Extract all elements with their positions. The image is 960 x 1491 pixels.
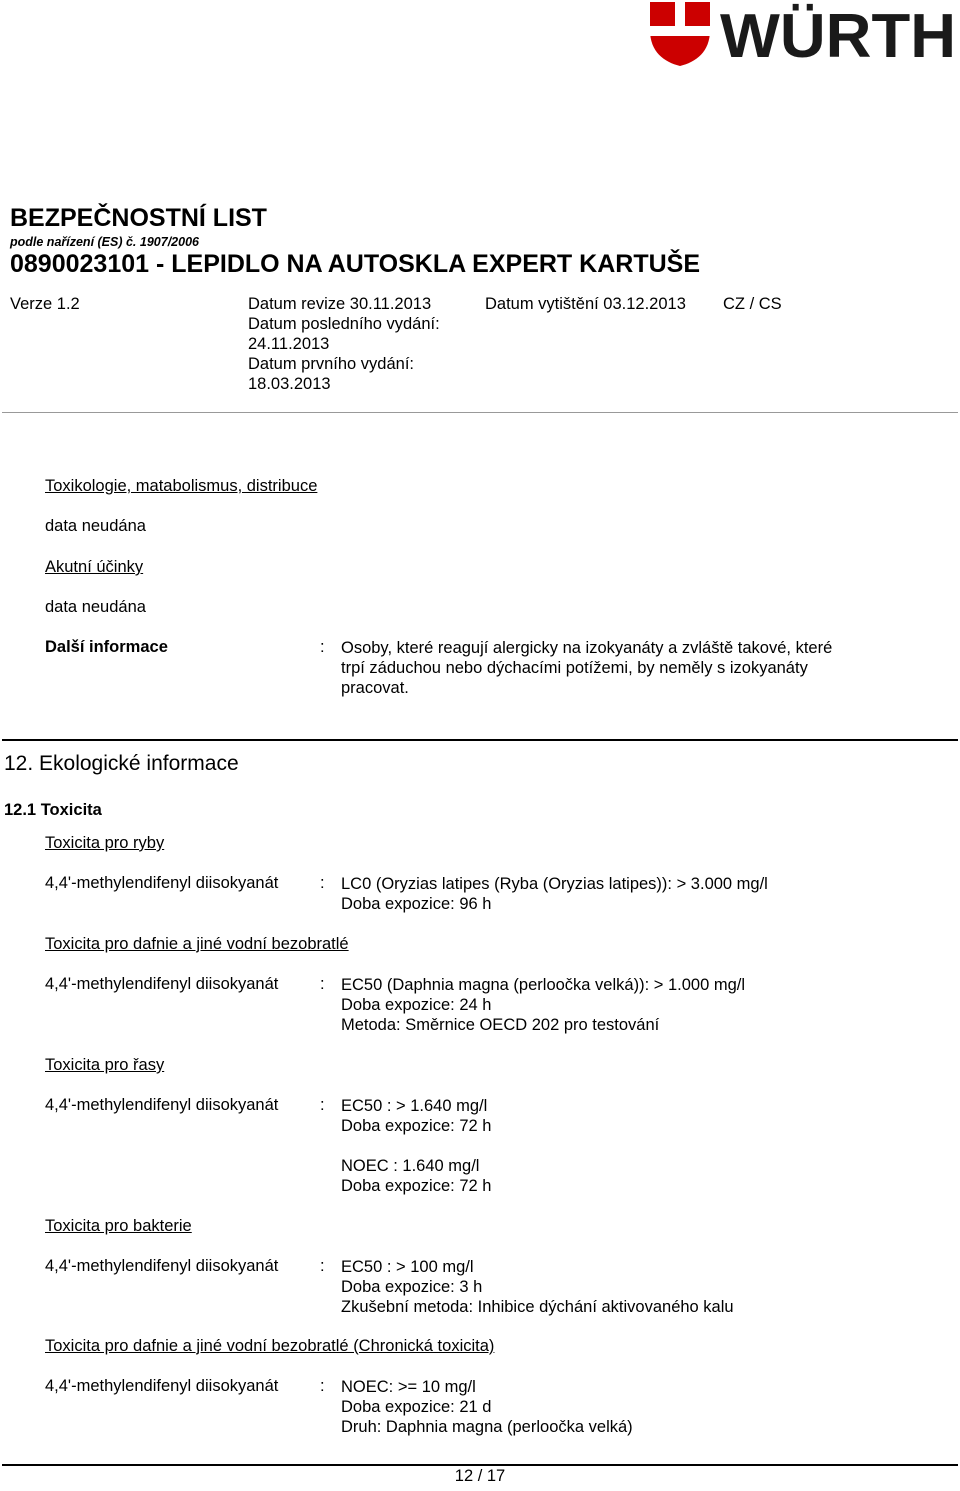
page-number: 12 / 17: [454, 1467, 506, 1485]
further-info-line: Osoby, které reagují alergicky na izokyanáty a zvláště takové, které: [341, 639, 833, 657]
algae-toxicity-heading: Toxicita pro řasy: [45, 1056, 165, 1074]
value-line: NOEC : 1.640 mg/l: [341, 1157, 480, 1175]
fish-toxicity-heading: Toxicita pro ryby: [45, 834, 165, 852]
value-line: Doba expozice: 3 h: [341, 1278, 483, 1297]
section-divider: [2, 739, 958, 741]
value-line: EC50 : > 1.640 mg/l: [341, 1097, 488, 1115]
value-line: Doba expozice: 72 h: [341, 1177, 492, 1196]
colon: :: [320, 975, 325, 993]
further-info-text: [341, 638, 832, 699]
colon: :: [320, 1257, 325, 1275]
algae-toxicity-values: [341, 1096, 491, 1136]
toxicology-heading: Toxikologie, matabolismus, distribuce: [45, 477, 318, 495]
substance-name: 4,4'-methylendifenyl diisokyanát: [45, 1096, 279, 1114]
locale: CZ / CS: [723, 295, 782, 313]
print-date: Datum vytištění 03.12.2013: [485, 295, 686, 313]
fish-toxicity-values: [341, 874, 768, 914]
further-info-line: pracovat.: [341, 679, 409, 698]
revision-date: Datum revize 30.11.2013: [248, 295, 432, 313]
regulation-subtitle: podle nařízení (ES) č. 1907/2006: [10, 235, 199, 249]
further-info-line: trpí záduchou nebo dýchacími potížemi, by neměly s izokyanáty: [341, 659, 808, 678]
document-title: BEZPEČNOSTNÍ LIST: [10, 204, 267, 232]
daphnia-toxicity-heading: Toxicita pro dafnie a jiné vodní bezobratlé: [45, 935, 349, 953]
product-title: 0890023101 - LEPIDLO NA AUTOSKLA EXPERT KARTUŠE: [10, 250, 700, 278]
bacteria-toxicity-values: [341, 1257, 734, 1318]
version: Verze 1.2: [10, 295, 80, 313]
substance-name: 4,4'-methylendifenyl diisokyanát: [45, 1377, 279, 1395]
wurth-logo: [648, 0, 958, 66]
algae-noec-values: [341, 1156, 491, 1196]
subsection-12-1-title: 12.1 Toxicita: [4, 801, 102, 819]
value-line: Doba expozice: 21 d: [341, 1398, 492, 1417]
further-info-label: Další informace: [45, 638, 168, 656]
substance-name: 4,4'-methylendifenyl diisokyanát: [45, 874, 279, 892]
chronic-toxicity-values: [341, 1377, 633, 1438]
first-issue-date: 18.03.2013: [248, 375, 331, 393]
value-line: NOEC: >= 10 mg/l: [341, 1378, 476, 1396]
colon: :: [320, 1377, 325, 1395]
value-line: Metoda: Směrnice OECD 202 pro testování: [341, 1016, 660, 1035]
colon: :: [320, 874, 325, 892]
bacteria-toxicity-heading: Toxicita pro bakterie: [45, 1217, 192, 1235]
value-line: Zkušební metoda: Inhibice dýchání aktivovaného kalu: [341, 1298, 734, 1317]
daphnia-toxicity-values: [341, 975, 745, 1036]
value-line: Doba expozice: 96 h: [341, 895, 492, 914]
substance-name: 4,4'-methylendifenyl diisokyanát: [45, 975, 279, 993]
wurth-logo-icon: [648, 0, 958, 66]
toxicology-text: data neudána: [45, 517, 146, 535]
header-divider: [2, 412, 958, 413]
value-line: Doba expozice: 72 h: [341, 1117, 492, 1136]
value-line: EC50 (Daphnia magna (perloočka velká)): > 1.000 mg/l: [341, 976, 746, 994]
last-issue-date: 24.11.2013: [248, 335, 330, 353]
brand-name: WÜRTH: [720, 2, 956, 66]
value-line: EC50 : > 100 mg/l: [341, 1258, 474, 1276]
footer-divider: [2, 1464, 958, 1466]
acute-effects-heading: Akutní účinky: [45, 558, 144, 576]
colon: :: [320, 1096, 325, 1114]
value-line: Doba expozice: 24 h: [341, 996, 492, 1015]
first-issue-label: Datum prvního vydání:: [248, 355, 414, 373]
substance-name: 4,4'-methylendifenyl diisokyanát: [45, 1257, 279, 1275]
value-line: Druh: Daphnia magna (perloočka velká): [341, 1418, 633, 1437]
section-12-title: 12. Ekologické informace: [4, 752, 239, 775]
chronic-toxicity-heading: Toxicita pro dafnie a jiné vodní bezobratlé (Chronická toxicita): [45, 1337, 495, 1355]
value-line: LC0 (Oryzias latipes (Ryba (Oryzias latipes)): > 3.000 mg/l: [341, 875, 768, 893]
last-issue-label: Datum posledního vydání:: [248, 315, 440, 333]
further-info-colon: :: [320, 638, 325, 656]
acute-effects-text: data neudána: [45, 598, 146, 616]
